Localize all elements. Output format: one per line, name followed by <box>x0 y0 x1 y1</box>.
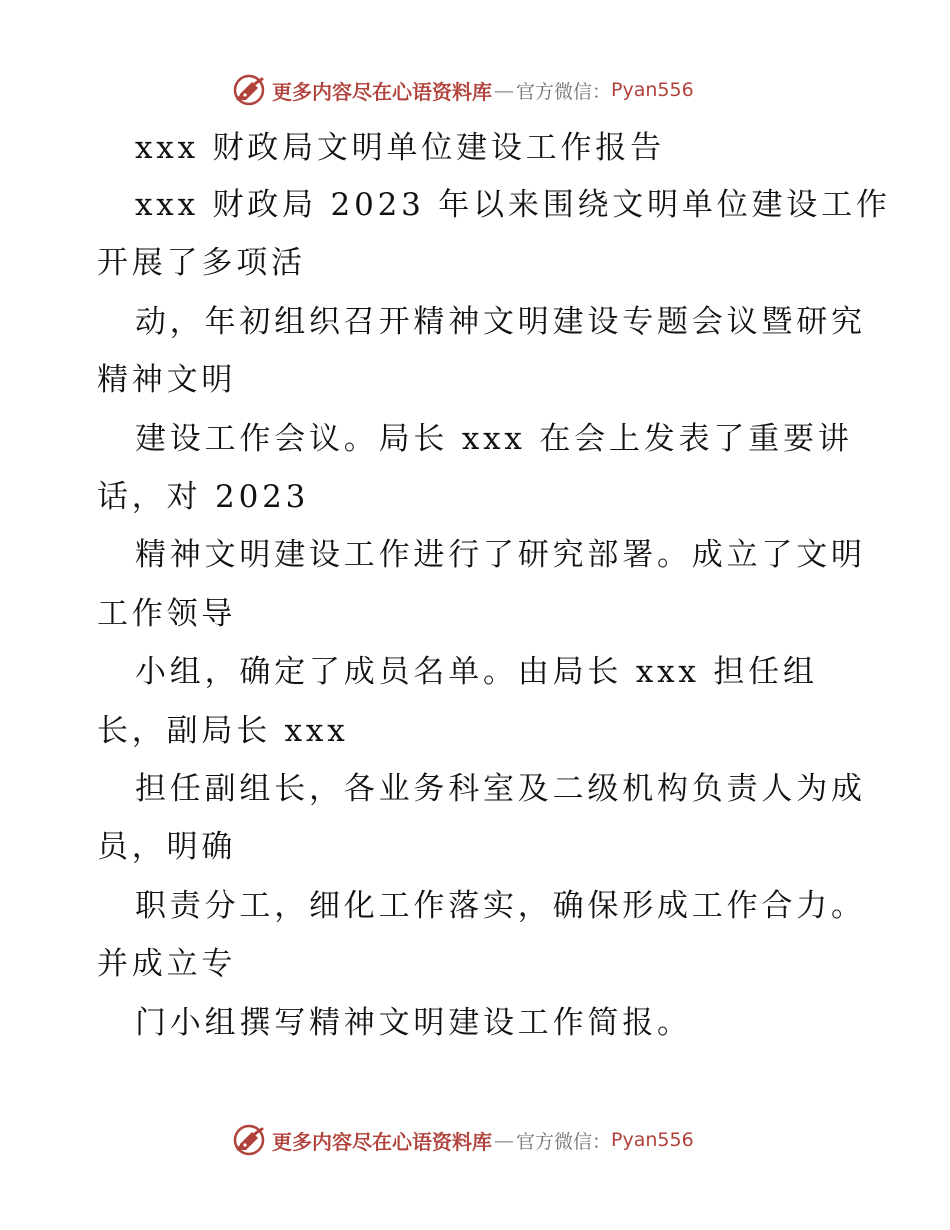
pen-logo-icon <box>232 73 266 107</box>
watermark-dash: — <box>494 78 514 102</box>
paragraph-line: 话，对 2023 <box>97 479 310 515</box>
pen-logo-icon <box>232 1123 266 1157</box>
watermark-main-text: 更多内容尽在心语资料库 <box>272 79 492 104</box>
watermark-sub-text: 官方微信： <box>516 1130 612 1153</box>
paragraph-line: xxx 财政局 2023 年以来围绕文明单位建设工作 <box>135 187 891 223</box>
watermark-wechat-id: Pyan556 <box>611 1129 694 1151</box>
paragraph-line: 精神文明 <box>97 362 237 398</box>
watermark-dash: — <box>494 1128 514 1152</box>
paragraph-line: 工作领导 <box>97 596 237 632</box>
paragraph-line: 职责分工，细化工作落实，确保形成工作合力。 <box>135 888 866 924</box>
footer-watermark <box>232 1121 694 1159</box>
watermark-main-text: 更多内容尽在心语资料库 <box>272 1129 492 1154</box>
watermark-wechat-id: Pyan556 <box>611 79 694 101</box>
paragraph-line: 并成立专 <box>97 946 237 982</box>
paragraph-line: 动，年初组织召开精神文明建设专题会议暨研究 <box>135 304 866 340</box>
header-watermark <box>232 71 694 109</box>
paragraph-line: 门小组撰写精神文明建设工作简报。 <box>135 1005 692 1041</box>
paragraph-line: 精神文明建设工作进行了研究部署。成立了文明 <box>135 537 866 573</box>
paragraph-line: 小组，确定了成员名单。由局长 xxx 担任组 <box>135 654 818 690</box>
paragraph-line: 建设工作会议。局长 xxx 在会上发表了重要讲 <box>135 421 853 457</box>
watermark-sub-text: 官方微信： <box>516 80 612 103</box>
paragraph-line: 担任副组长，各业务科室及二级机构负责人为成 <box>135 771 866 807</box>
paragraph-line: 开展了多项活 <box>97 245 306 281</box>
paragraph-line: 员，明确 <box>97 829 237 865</box>
paragraph-line: 长，副局长 xxx <box>97 713 349 749</box>
document-title: xxx 财政局文明单位建设工作报告 <box>135 130 665 166</box>
